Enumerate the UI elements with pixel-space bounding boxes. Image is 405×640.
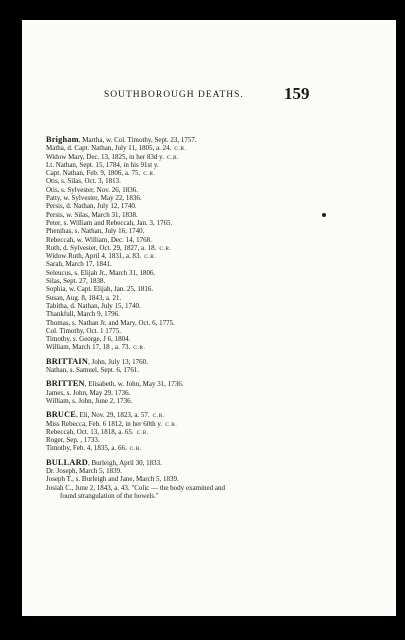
record-text: Matha, d. Capt. Nathan, July 11, 1805, a. 24. — [46, 144, 172, 153]
surname: BRUCE — [46, 410, 77, 420]
surname-entry — [46, 459, 391, 467]
record-text: Otis, s. Silas, Oct. 3, 1813. — [46, 177, 121, 186]
record-text: Persis, w. Silas, March 31, 1838. — [46, 210, 138, 219]
record-text: , John, July 13, 1760. — [88, 357, 148, 366]
record-line — [46, 327, 391, 335]
record-text: Sophia, w. Capt. Elijah, Jan. 25, 1816. — [46, 285, 154, 294]
church-record-mark: C.R. — [143, 171, 156, 178]
record-line — [46, 428, 391, 436]
record-text: Josiah C., June 2, 1843, a. 43. "Colic — the body examined and — [46, 483, 225, 492]
record-line — [46, 236, 391, 244]
surname-entry — [46, 411, 391, 419]
page-title: SOUTHBOROUGH DEATHS. — [104, 90, 244, 100]
record-line — [46, 294, 391, 302]
surname-entry — [46, 136, 391, 144]
record-text: Dr. Joseph, March 5, 1839. — [46, 466, 122, 475]
surname: BULLARD — [46, 457, 88, 467]
record-text: Roger, Sep. , 1733. — [46, 436, 100, 445]
record-line — [46, 252, 391, 260]
record-text: Col. Timothy, Oct. 1 1775. — [46, 326, 122, 335]
record-text: , Eli, Nov. 29, 1823, a. 57. — [76, 411, 150, 420]
record-line — [46, 153, 391, 161]
church-record-mark: C.R. — [129, 446, 142, 453]
record-text: Susan, Aug. 8, 1843, a. 21. — [46, 293, 122, 302]
record-line — [46, 260, 391, 268]
surname: BRITTAIN — [46, 356, 89, 366]
record-line — [46, 285, 391, 293]
record-line — [46, 436, 391, 444]
record-line — [46, 397, 391, 405]
record-text: Sarah, March 17, 1841. — [46, 260, 112, 269]
record-line — [46, 389, 391, 397]
record-text: William, s. John, June 2, 1736. — [46, 396, 133, 405]
church-record-mark: C.R. — [165, 421, 178, 428]
record-text: Rebeccah, w. William, Dec. 14, 1768. — [46, 235, 152, 244]
record-text: Widow Mary, Dec. 13, 1825, in her 83d y. — [46, 152, 164, 161]
record-line — [46, 227, 391, 235]
record-line — [46, 310, 391, 318]
record-text: , Martha, w. Col. Timothy, Sept. 23, 1757. — [78, 136, 197, 144]
surname-entry — [46, 358, 391, 366]
record-line — [46, 244, 391, 252]
church-record-mark: C.R. — [144, 254, 157, 261]
record-line — [46, 343, 391, 351]
record-line — [46, 219, 391, 227]
church-record-mark: C.R. — [159, 245, 172, 252]
record-text: Otis, s. Sylvester, Nov. 26, 1836. — [46, 185, 139, 194]
church-record-mark: C.R. — [133, 345, 146, 352]
record-text: Peter, s. William and Rebeccah, Jan. 3, 1765. — [46, 218, 173, 227]
record-text: Patty, w. Sylvester, May 22, 1836. — [46, 194, 142, 203]
record-line — [46, 492, 391, 500]
record-text: Rebeccah, Oct. 13, 1818, a. 65. — [46, 427, 134, 436]
record-text: Thankfull, March 9, 1796. — [46, 310, 120, 319]
record-line — [46, 186, 391, 194]
church-record-mark: C.R. — [166, 154, 180, 161]
record-line — [46, 169, 391, 177]
record-text: Tabitha, d. Nathan, July 15, 1740. — [46, 301, 141, 310]
record-text: Joseph T., s. Burleigh and Jane, March 5, 1839. — [46, 475, 179, 484]
record-line — [46, 444, 391, 452]
surname: Brigham — [46, 135, 79, 144]
record-text: Ruth, d. Sylvester, Oct. 29, 1827, a. 18. — [46, 243, 157, 252]
church-record-mark: C.R. — [136, 429, 149, 436]
record-text: Widow Ruth, April 4, 1831, a. 83. — [46, 252, 142, 261]
record-line — [46, 161, 391, 169]
record-line — [46, 144, 391, 152]
record-text: Phenihas, s. Nathan, July 16, 1740. — [46, 227, 145, 236]
record-line — [46, 335, 391, 343]
surname: BRITTEN — [46, 379, 85, 389]
record-text: Timothy, Feb. 4, 1835, a. 66. — [46, 444, 127, 453]
record-line — [46, 269, 391, 277]
record-text: Capt. Nathan, Feb. 9, 1806, a. 75. — [46, 169, 141, 178]
record-text: Timothy, s. George, J 6, 1804. — [46, 335, 131, 344]
record-text: , Burleigh, April 30, 1833. — [87, 458, 162, 467]
record-text: Miss Rebecca, Feb. 6 1812, in her 60th y. — [46, 419, 163, 428]
record-line — [46, 177, 391, 185]
record-line — [46, 467, 391, 475]
record-text: Thomas, s. Nathan Jr. and Mary, Oct. 6, 1775. — [46, 318, 175, 327]
record-text: Lt. Nathan, Sept. 15, 1784, in his 91st y. — [46, 160, 159, 169]
record-text: Nathan, s. Samuel, Sept. 6, 1761. — [46, 366, 140, 375]
record-line — [46, 484, 391, 492]
record-text: found strangulation of the bowels." — [60, 491, 159, 500]
church-record-mark: C.R. — [152, 413, 165, 420]
record-line — [46, 277, 391, 285]
record-line — [46, 302, 391, 310]
record-line — [46, 475, 391, 483]
record-text: Silas, Sept. 27, 1838. — [46, 277, 106, 286]
record-text: Seleucus, s. Elijah Jr., March 31, 1806. — [46, 268, 156, 277]
record-text: , Elisabeth, w. John, May 31, 1736. — [84, 380, 184, 389]
record-text: William, March 17, 18 , a. 73. — [46, 343, 131, 352]
running-head — [22, 84, 396, 104]
document-page — [22, 20, 396, 616]
record-line — [46, 194, 391, 202]
church-record-mark: C.R. — [174, 146, 187, 153]
record-line — [46, 319, 391, 327]
record-text: Persis, d. Nathan, July 12, 1740. — [46, 202, 137, 211]
record-line — [46, 211, 391, 219]
record-text: James, s. John, May 29, 1736. — [46, 388, 131, 397]
surname-entry — [46, 380, 391, 388]
record-line — [46, 202, 391, 210]
record-line — [46, 420, 391, 428]
record-line — [46, 366, 391, 374]
death-entries — [46, 136, 391, 500]
page-number: 159 — [284, 84, 310, 103]
